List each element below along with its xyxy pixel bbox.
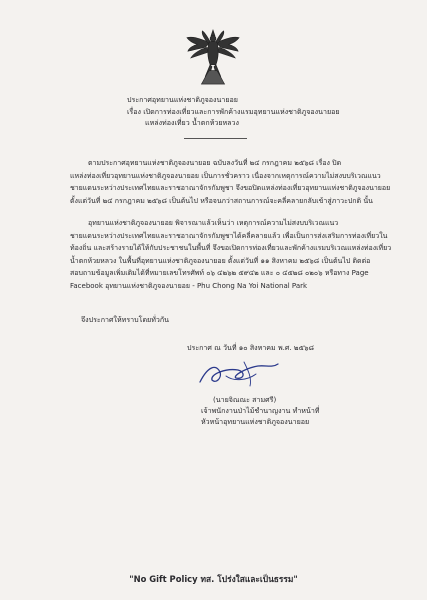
- paragraph-line: อุทยานแห่งชาติภูจองนายอย พิจารณาแล้วเห็นว่า เหตุการณ์ความไม่สงบบริเวณแนว: [88, 219, 339, 227]
- signature-block: [201, 394, 319, 428]
- signatory-position: หัวหน้าอุทยานแห่งชาติภูจองนายอย: [201, 417, 310, 427]
- paragraph-line: น้ำตกห้วยหลวง ในพื้นที่อุทยานแห่งชาติภูจองนายอย ตั้งแต่วันที่ ๑๑ สิงหาคม ๒๕๖๘ เป็นต้นไป ติดต่อ: [70, 256, 371, 265]
- paragraph-line: สอบถามข้อมูลเพิ่มเติมได้ที่หมายเลขโทรศัพท์ ๐๖ ๔๒๖๒ ๕๙๔๒ และ ๐ ๔๕๒๘ ๐๒๐๖ หรือทาง Page: [70, 269, 369, 278]
- header: [127, 94, 340, 129]
- footer-policy: "No Gift Policy ทส. โปร่งใสและเป็นธรรม": [129, 574, 298, 584]
- date-line: ประกาศ ณ วันที่ ๑๐ สิงหาคม พ.ศ. ๒๕๖๘: [187, 343, 314, 352]
- paragraph-line: ตั้งแต่วันที่ ๒๔ กรกฎาคม ๒๕๖๘ เป็นต้นไป หรือจนกว่าสถานการณ์จะคลี่คลายกลับเข้าสู่ภาวะปกติ นั้น: [70, 196, 373, 205]
- paragraph-line: ท้องถิ่น และสร้างรายได้ให้กับประชาชนในพื้นที่ จึงขอเปิดการท่องเที่ยวและพักค้างแรมบริเวณแหล่งท่องเที่ยว: [70, 244, 392, 253]
- subject-line: เรื่อง เปิดการท่องเที่ยวและการพักค้างแรมอุทยานแห่งชาติภูจองนายอย: [127, 106, 340, 116]
- paragraph-line: Facebook อุทยานแห่งชาติภูจองนายอย - Phu Chong Na Yoi National Park: [70, 281, 308, 290]
- signatory-position: เจ้าพนักงานป่าไม้ชำนาญงาน ทำหน้าที่: [201, 406, 320, 416]
- paragraph-line: แหล่งท่องเที่ยวอุทยานแห่งชาติภูจองนายอย เป็นการชั่วคราว เนื่องจากเหตุการณ์ความไม่สงบบริเวณแนว: [70, 171, 381, 180]
- notice-line: จึงประกาศให้ทราบโดยทั่วกัน: [81, 315, 170, 324]
- paragraph-line: ตามประกาศอุทยานแห่งชาติภูจองนายอย ฉบับลงวันที่ ๒๔ กรกฎาคม ๒๕๖๘ เรื่อง ปิด: [88, 159, 342, 167]
- header-divider: [184, 138, 247, 139]
- paragraph-2: [70, 217, 392, 293]
- subject-line-2: แหล่งท่องเที่ยว น้ำตกห้วยหลวง: [145, 118, 239, 128]
- paragraph-line: ชายแดนระหว่างประเทศไทยและราชอาณาจักรกัมพูชา จึงขอปิดแหล่งท่องเที่ยวอุทยานแห่งชาติภูจองนายอย: [70, 184, 391, 193]
- handwritten-signature: [186, 356, 290, 390]
- paragraph-1: [70, 157, 391, 207]
- announcement-title: ประกาศอุทยานแห่งชาติภูจองนายอย: [127, 95, 238, 104]
- garuda-emblem-icon: [184, 28, 242, 86]
- signatory-name: (นายจิณณะ สามศรี): [213, 395, 277, 404]
- paragraph-line: ชายแดนระหว่างประเทศไทยและราชอาณาจักรกัมพูชาได้คลี่คลายแล้ว เพื่อเป็นการส่งเสริมการท่องเที่ยวใน: [70, 231, 388, 240]
